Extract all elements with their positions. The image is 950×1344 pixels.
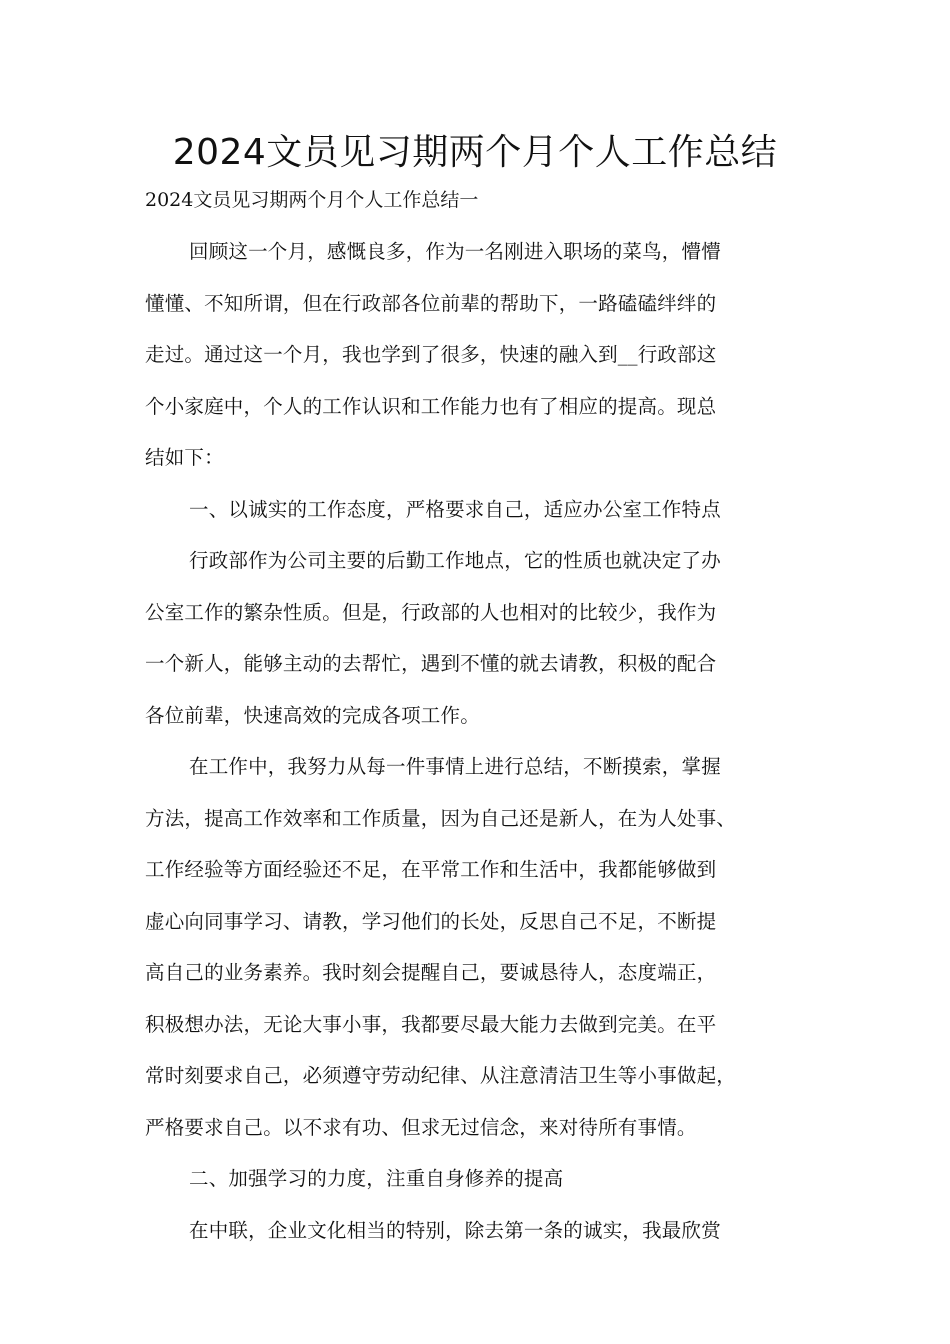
paragraph-line: 积极想办法，无论大事小事，我都要尽最大能力去做到完美。在平 [145,1012,717,1036]
paragraph-line: 行政部作为公司主要的后勤工作地点，它的性质也就决定了办 [189,549,721,572]
paragraph-line: 懂懂、不知所谓，但在行政部各位前辈的帮助下，一路磕磕绊绊的 [145,291,717,315]
paragraph-line: 严格要求自己。以不求有功、但求无过信念，来对待所有事情。 [145,1115,697,1139]
paragraph-line: 各位前辈，快速高效的完成各项工作。 [145,703,480,727]
document-title: 2024文员见习期两个月个人工作总结 [172,132,778,173]
paragraph-line: 在中联，企业文化相当的特别，除去第一条的诚实，我最欣赏 [189,1218,721,1242]
paragraph-line: 一个新人，能够主动的去帮忙，遇到不懂的就去请教，积极的配合 [145,652,717,675]
paragraph-line: 个小家庭中，个人的工作认识和工作能力也有了相应的提高。现总 [145,394,717,418]
paragraph-line: 回顾这一个月，感慨良多，作为一名刚进入职场的菜鸟，懵懵 [189,240,721,263]
paragraph-line: 常时刻要求自己，必须遵守劳动纪律、从注意清洁卫生等小事做起， [145,1064,737,1087]
paragraph-line: 在工作中，我努力从每一件事情上进行总结，不断摸索，掌握 [189,755,721,778]
document-body [145,226,815,1256]
paragraph-line: 方法，提高工作效率和工作质量，因为自己还是新人，在为人处事、 [145,806,737,830]
paragraph-line: 高自己的业务素养。我时刻会提醒自己，要诚恳待人，态度端正， [145,961,717,984]
paragraph-line: 虚心向同事学习、请教，学习他们的长处，反思自己不足，不断提 [145,909,717,933]
paragraph-line: 走过。通过这一个月，我也学到了很多，快速的融入到__行政部这 [145,343,717,366]
document-subtitle: 2024文员见习期两个月个人工作总结一 [145,189,479,211]
section-heading: 一、以诚实的工作态度，严格要求自己，适应办公室工作特点 [189,497,721,521]
paragraph-line: 公室工作的繁杂性质。但是，行政部的人也相对的比较少，我作为 [145,600,717,624]
paragraph-line: 结如下： [145,446,224,469]
paragraph-line: 工作经验等方面经验还不足，在平常工作和生活中，我都能够做到 [145,858,717,881]
section-heading: 二、加强学习的力度，注重自身修养的提高 [189,1167,564,1190]
